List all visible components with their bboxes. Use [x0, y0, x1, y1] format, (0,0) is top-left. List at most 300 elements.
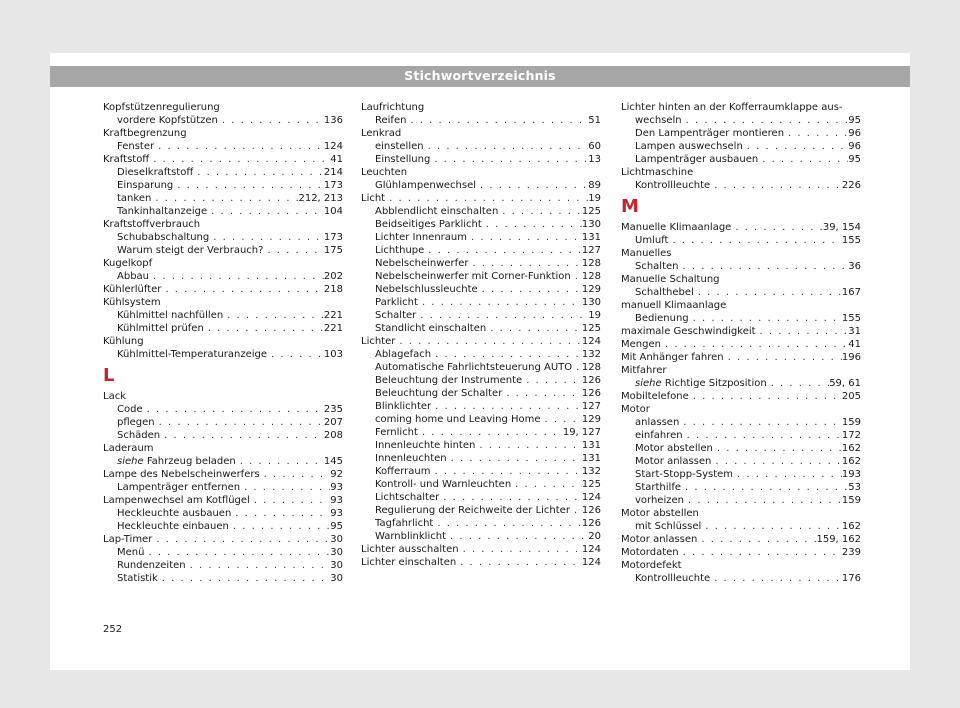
leader-dots	[240, 481, 330, 494]
index-subentry	[103, 429, 343, 442]
index-subentry	[621, 140, 861, 153]
entry-page: 127	[581, 401, 601, 412]
index-subentry	[361, 283, 601, 296]
leader-dots	[431, 348, 582, 361]
entry-label: Regulierung der Reichweite der Lichter	[375, 505, 570, 516]
entry-label: Innenleuchte hinten	[375, 440, 476, 451]
entry-page: 96	[848, 128, 861, 139]
index-subentry	[621, 127, 861, 140]
entry-page: 155	[841, 235, 861, 246]
entry-page: 125	[581, 323, 601, 334]
leader-dots	[424, 140, 589, 153]
index-subentry	[103, 572, 343, 585]
leader-dots	[710, 179, 842, 192]
index-entry	[103, 283, 343, 296]
entry-label: Warnblinklicht	[375, 531, 446, 542]
entry-page: 39, 154	[822, 222, 861, 233]
entry-label: Beleuchtung der Instrumente	[375, 375, 523, 386]
entry-page: 59, 61	[829, 378, 861, 389]
index-subentry	[621, 468, 861, 481]
leader-dots	[679, 546, 842, 559]
leader-dots	[724, 351, 842, 364]
entry-page: 218	[323, 284, 343, 295]
index-subentry	[621, 429, 861, 442]
index-entry	[361, 192, 601, 205]
index-subentry	[361, 114, 601, 127]
leader-dots	[713, 442, 842, 455]
see-target: Fahrzeug beladen	[146, 456, 236, 467]
entry-page: 19	[588, 310, 601, 321]
leader-dots	[784, 127, 848, 140]
entry-page: 30	[330, 573, 343, 584]
index-subentry	[103, 140, 343, 153]
entry-page: 95	[330, 521, 343, 532]
leader-dots	[731, 221, 823, 234]
index-entry	[621, 351, 861, 364]
index-entry	[621, 403, 861, 416]
index-entry	[621, 101, 861, 114]
index-subentry	[621, 494, 861, 507]
index-letter-heading: L	[103, 365, 115, 386]
entry-page: 20	[588, 531, 601, 542]
entry-page: 155	[841, 313, 861, 324]
entry-label: Starthilfe	[635, 482, 681, 493]
entry-page: 53	[848, 482, 861, 493]
entry-page: 173	[323, 180, 343, 191]
index-entry	[621, 533, 861, 546]
index-entry	[621, 507, 861, 520]
entry-page: 60	[588, 141, 601, 152]
index-subentry	[361, 530, 601, 543]
entry-page: 239	[841, 547, 861, 558]
entry-label: Kontroll- und Warnleuchten	[375, 479, 512, 490]
index-subentry	[361, 504, 601, 517]
index-subentry	[621, 312, 861, 325]
entry-page: 131	[581, 453, 601, 464]
entry-label: Mengen	[621, 339, 661, 350]
index-subentry	[621, 442, 861, 455]
entry-label: Statistik	[117, 573, 158, 584]
leader-dots	[459, 543, 582, 556]
leader-dots	[250, 494, 330, 507]
see-target: Richtige Sitzposition	[664, 378, 767, 389]
entry-page: 13	[588, 154, 601, 165]
index-column-3	[621, 101, 861, 585]
entry-page: 129	[581, 284, 601, 295]
entry-label: Glühlampenwechsel	[375, 180, 476, 191]
index-entry	[103, 153, 343, 166]
leader-dots	[661, 338, 848, 351]
leader-dots	[263, 244, 323, 257]
entry-label: Manuelle Klimaanlage	[621, 222, 732, 233]
leader-dots	[486, 322, 582, 335]
index-entry	[361, 335, 601, 348]
index-entry	[103, 494, 343, 507]
leader-dots	[385, 192, 588, 205]
entry-page: 51	[588, 115, 601, 126]
entry-page: 124	[581, 544, 601, 555]
index-subentry	[361, 231, 601, 244]
index-subentry	[361, 348, 601, 361]
leader-dots	[711, 455, 842, 468]
entry-page: 136	[323, 115, 343, 126]
entry-label: Lampe des Nebelscheinwerfers	[103, 469, 260, 480]
entry-label: maximale Geschwindigkeit	[621, 326, 756, 337]
entry-label: Tagfahrlicht	[375, 518, 434, 529]
entry-label: Den Lampenträger montieren	[635, 128, 785, 139]
entry-page: 93	[330, 508, 343, 519]
leader-dots	[229, 520, 330, 533]
entry-page: 130	[581, 297, 601, 308]
leader-dots	[476, 179, 588, 192]
leader-dots	[223, 309, 324, 322]
entry-label: Kontrollleuchte	[635, 573, 711, 584]
leader-dots	[267, 348, 324, 361]
leader-dots	[424, 244, 582, 257]
entry-page: 159	[841, 495, 861, 506]
index-subentry	[103, 507, 343, 520]
index-subentry	[361, 244, 601, 257]
entry-label: Fenster	[117, 141, 155, 152]
leader-dots	[395, 335, 582, 348]
entry-page: 124	[581, 492, 601, 503]
entry-label: manuell Klimaanlage	[621, 300, 727, 311]
entry-label: Nebelscheinwerfer	[375, 258, 469, 269]
index-entry	[361, 101, 601, 114]
index-entry	[103, 442, 343, 455]
entry-label: wechseln	[635, 115, 682, 126]
entry-page: 176	[841, 573, 861, 584]
entry-label: Warum steigt der Verbrauch?	[117, 245, 264, 256]
entry-label: Beidseitiges Parklicht	[375, 219, 482, 230]
entry-page: 92	[330, 469, 343, 480]
entry-page: 93	[330, 495, 343, 506]
entry-page: 126	[581, 505, 601, 516]
leader-dots	[502, 387, 582, 400]
entry-label: Schalter	[375, 310, 417, 321]
entry-label: Mit Anhänger fahren	[621, 352, 724, 363]
entry-label: Kühlmittel-Temperaturanzeige	[117, 349, 268, 360]
entry-label: Kühlung	[103, 336, 144, 347]
entry-label: Kugelkopf	[103, 258, 153, 269]
entry-page: 128	[581, 362, 601, 373]
entry-page: 89	[588, 180, 601, 191]
entry-label: Einsparung	[117, 180, 174, 191]
leader-dots	[511, 478, 582, 491]
entry-label: Manuelle Schaltung	[621, 274, 720, 285]
index-subentry	[621, 286, 861, 299]
entry-page: 167	[841, 287, 861, 298]
entry-label: Lap-Timer	[103, 534, 153, 545]
leader-dots	[694, 286, 842, 299]
index-subentry	[361, 387, 601, 400]
leader-dots	[475, 439, 582, 452]
entry-label: einfahren	[635, 430, 683, 441]
entry-page: 126	[581, 375, 601, 386]
entry-label: Bedienung	[635, 313, 689, 324]
entry-label: Lichter ausschalten	[361, 544, 459, 555]
entry-label: Motor anlassen	[635, 456, 712, 467]
index-entry	[361, 543, 601, 556]
leader-dots	[173, 179, 324, 192]
entry-label: coming home und Leaving Home	[375, 414, 541, 425]
entry-label: pflegen	[117, 417, 155, 428]
entry-page: 208	[323, 430, 343, 441]
index-subentry	[621, 455, 861, 468]
entry-page: 172	[841, 430, 861, 441]
leader-dots	[681, 481, 848, 494]
entry-label: Lichter Innenraum	[375, 232, 467, 243]
entry-label: Rundenzeiten	[117, 560, 186, 571]
entry-page: 173	[323, 232, 343, 243]
entry-page: 131	[581, 232, 601, 243]
entry-page: 96	[848, 141, 861, 152]
leader-dots	[144, 546, 330, 559]
entry-page: 126	[581, 388, 601, 399]
index-entry	[621, 247, 861, 260]
entry-page: 30	[330, 534, 343, 545]
entry-label: Motor abstellen	[621, 508, 699, 519]
entry-label: Automatische Fahrlichtsteuerung AUTO	[375, 362, 573, 373]
entry-page: 19, 127	[562, 427, 601, 438]
leader-dots	[158, 572, 330, 585]
entry-page: 126	[581, 518, 601, 529]
leader-dots	[710, 572, 842, 585]
leader-dots	[679, 416, 842, 429]
index-entry	[621, 299, 861, 312]
index-subentry	[103, 179, 343, 192]
entry-page: 128	[581, 258, 601, 269]
index-entry	[621, 390, 861, 403]
entry-label: Mitfahrer	[621, 365, 667, 376]
entry-label: Kühlmittel nachfüllen	[117, 310, 224, 321]
index-subentry	[103, 520, 343, 533]
leader-dots	[684, 494, 842, 507]
leader-dots	[571, 270, 582, 283]
entry-label: Kühlerlüfter	[103, 284, 162, 295]
index-subentry	[361, 179, 601, 192]
entry-page: 128	[581, 271, 601, 282]
index-subentry	[103, 481, 343, 494]
entry-label: Licht	[361, 193, 386, 204]
entry-label: Lampen auswechseln	[635, 141, 743, 152]
leader-dots	[430, 153, 588, 166]
index-subentry	[361, 491, 601, 504]
entry-label: Lichtschalter	[375, 492, 440, 503]
entry-label: Laderaum	[103, 443, 154, 454]
index-subentry	[103, 348, 343, 361]
entry-page: 124	[581, 336, 601, 347]
entry-label	[117, 455, 236, 468]
leader-dots	[456, 556, 582, 569]
entry-label: Abblendlicht einschalten	[375, 206, 499, 217]
entry-page: 221	[323, 310, 343, 321]
leader-dots	[733, 468, 842, 481]
index-entry	[621, 325, 861, 338]
entry-page: 93	[330, 482, 343, 493]
index-entry	[621, 559, 861, 572]
index-subentry	[103, 546, 343, 559]
entry-label: Lichter	[361, 336, 396, 347]
entry-page: 95	[848, 154, 861, 165]
index-subentry	[103, 166, 343, 179]
index-subentry	[621, 416, 861, 429]
leader-dots	[756, 325, 849, 338]
entry-label: Manuelles	[621, 248, 672, 259]
entry-label: Motor	[621, 404, 650, 415]
entry-page: 205	[841, 391, 861, 402]
entry-page: 214	[323, 167, 343, 178]
entry-page: 124	[323, 141, 343, 152]
entry-page: 202	[323, 271, 343, 282]
index-subentry	[621, 520, 861, 533]
entry-label: Schäden	[117, 430, 161, 441]
entry-page: 212, 213	[298, 193, 343, 204]
entry-label: Lampenträger entfernen	[117, 482, 241, 493]
entry-page: 41	[848, 339, 861, 350]
index-entry	[621, 221, 861, 234]
entry-label: vordere Kopfstützen	[117, 115, 218, 126]
index-subentry	[103, 309, 343, 322]
entry-page: 162	[841, 443, 861, 454]
leader-dots	[406, 114, 588, 127]
entry-page: 124	[581, 557, 601, 568]
index-column-2	[361, 101, 601, 569]
entry-page: 19	[588, 193, 601, 204]
index-subentry	[361, 296, 601, 309]
entry-label: Reifen	[375, 115, 407, 126]
index-entry	[103, 257, 343, 270]
index-subentry	[361, 153, 601, 166]
leader-dots	[572, 361, 582, 374]
entry-label: Abbau	[117, 271, 150, 282]
entry-label: Beleuchtung der Schalter	[375, 388, 503, 399]
entry-label: Kühlsystem	[103, 297, 161, 308]
leader-dots	[431, 400, 582, 413]
entry-label: Nebelschlussleuchte	[375, 284, 478, 295]
entry-label: Innenleuchten	[375, 453, 447, 464]
index-subentry	[361, 374, 601, 387]
leader-dots	[430, 465, 581, 478]
leader-dots	[186, 559, 331, 572]
index-entry	[103, 218, 343, 231]
index-subentry	[621, 260, 861, 273]
section-title: Stichwortverzeichnis	[404, 68, 556, 83]
index-entry	[361, 166, 601, 179]
index-entry	[361, 556, 601, 569]
index-subentry	[361, 361, 601, 374]
entry-page: 159, 162	[816, 534, 861, 545]
entry-page: 127	[581, 245, 601, 256]
leader-dots	[154, 140, 324, 153]
entry-label: Mobiltelefone	[621, 391, 689, 402]
entry-page: 104	[323, 206, 343, 217]
index-entry	[621, 273, 861, 286]
entry-label: Blinklichter	[375, 401, 432, 412]
leader-dots	[689, 312, 842, 325]
index-subentry	[621, 179, 861, 192]
entry-label: Fernlicht	[375, 427, 418, 438]
index-entry-continuation	[621, 114, 861, 127]
entry-label: Einstellung	[375, 154, 431, 165]
leader-dots	[439, 491, 582, 504]
leader-dots	[668, 234, 841, 247]
entry-page: 30	[330, 547, 343, 558]
entry-page: 36	[848, 261, 861, 272]
index-entry	[621, 166, 861, 179]
leader-dots	[446, 530, 588, 543]
leader-dots	[260, 468, 331, 481]
index-subentry	[621, 481, 861, 494]
entry-label: Motordaten	[621, 547, 679, 558]
index-subentry	[103, 114, 343, 127]
index-subentry	[361, 218, 601, 231]
index-subentry	[103, 205, 343, 218]
entry-label: Lichtmaschine	[621, 167, 694, 178]
entry-page: 95	[848, 115, 861, 126]
entry-label: Lack	[103, 391, 126, 402]
entry-label: Lenkrad	[361, 128, 402, 139]
index-entry	[621, 338, 861, 351]
index-letter-heading: M	[621, 196, 639, 217]
leader-dots	[482, 218, 582, 231]
leader-dots	[478, 283, 582, 296]
index-entry	[103, 335, 343, 348]
leader-dots	[149, 270, 324, 283]
leader-dots	[207, 205, 324, 218]
entry-label: Motordefekt	[621, 560, 682, 571]
leader-dots	[204, 322, 324, 335]
entry-page: 226	[841, 180, 861, 191]
index-subentry	[361, 400, 601, 413]
entry-label: Code	[117, 404, 143, 415]
entry-label: einstellen	[375, 141, 424, 152]
entry-label: Parklicht	[375, 297, 418, 308]
index-subentry	[621, 234, 861, 247]
index-entry	[103, 468, 343, 481]
entry-label: Kühlmittel prüfen	[117, 323, 204, 334]
entry-label: Schubabschaltung	[117, 232, 210, 243]
index-entry	[103, 533, 343, 546]
index-entry	[621, 364, 861, 377]
see-reference: siehe	[635, 378, 662, 389]
index-subentry	[103, 403, 343, 416]
entry-label: Kontrollleuchte	[635, 180, 711, 191]
index-subentry	[103, 192, 343, 205]
index-subentry	[103, 322, 343, 335]
entry-page: 130	[581, 219, 601, 230]
leader-dots	[682, 114, 849, 127]
entry-label: Kofferraum	[375, 466, 431, 477]
index-subentry	[361, 439, 601, 452]
index-subentry	[361, 322, 601, 335]
entry-label: Lichthupe	[375, 245, 425, 256]
entry-page: 196	[841, 352, 861, 363]
entry-page: 162	[841, 521, 861, 532]
index-entry	[621, 546, 861, 559]
entry-page: 125	[581, 206, 601, 217]
leader-dots	[416, 309, 588, 322]
entry-label: mit Schlüssel	[635, 521, 702, 532]
entry-label: Heckleuchte einbauen	[117, 521, 229, 532]
entry-label: Kraftstoff	[103, 154, 150, 165]
leader-dots	[522, 374, 582, 387]
index-subentry	[103, 455, 343, 468]
entry-page: 103	[323, 349, 343, 360]
leader-dots	[758, 153, 848, 166]
entry-page: 30	[330, 560, 343, 571]
index-entry	[103, 390, 343, 403]
